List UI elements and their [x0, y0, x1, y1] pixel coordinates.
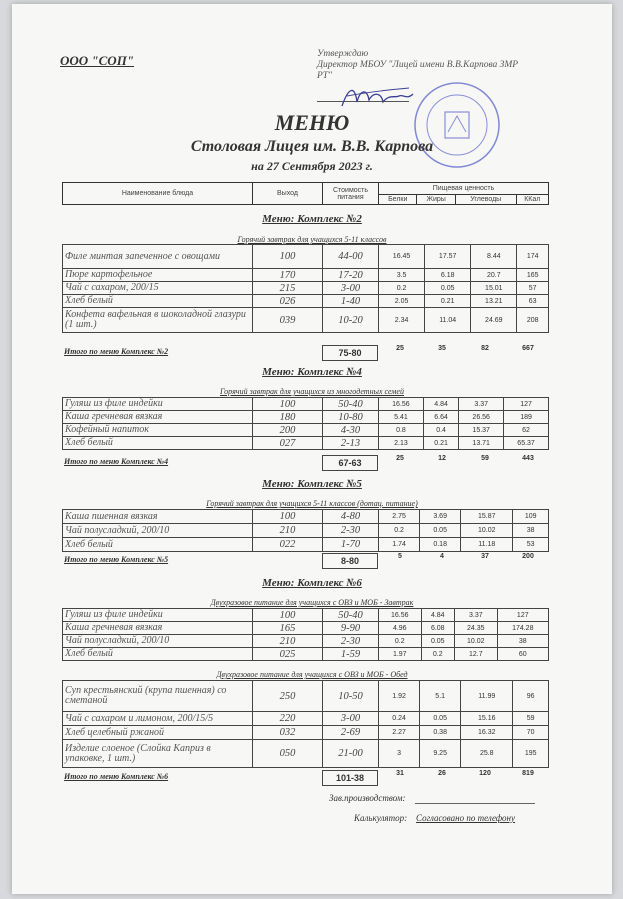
dish-carbs: 10.02	[461, 524, 513, 538]
table-row	[63, 681, 549, 712]
dish-price: 2-69	[323, 726, 379, 740]
dish-protein: 0.2	[379, 635, 422, 648]
dish-kcal: 60	[497, 648, 548, 661]
dish-fat: 6.18	[425, 269, 471, 282]
dish-yield: 210	[253, 635, 323, 648]
dish-protein: 2.13	[379, 437, 424, 450]
dish-carbs: 15.37	[459, 424, 504, 437]
header-name: Наименование блюда	[63, 183, 253, 205]
menu-table	[62, 608, 549, 661]
menu-table	[62, 397, 549, 450]
dish-price: 10-80	[323, 411, 379, 424]
total-label: Итого по меню Комплекс №6	[64, 772, 169, 781]
dish-kcal: 195	[513, 740, 549, 768]
table-row	[63, 510, 549, 524]
section-title: Меню: Комплекс №2	[262, 213, 362, 225]
dish-name: Чай с сахаром, 200/15	[63, 282, 253, 295]
total-carbs: 120	[479, 770, 491, 777]
dish-price: 10-50	[323, 681, 379, 712]
dish-carbs: 26.56	[459, 411, 504, 424]
dish-fat: 0.4	[423, 424, 458, 437]
dish-name: Хлеб белый	[63, 648, 253, 661]
header-kcal: ККал	[516, 195, 548, 205]
total-fat: 4	[440, 553, 444, 560]
dish-yield: 170	[253, 269, 323, 282]
dish-protein: 1.97	[379, 648, 422, 661]
dish-name: Филе минтая запеченное с овощами	[63, 245, 253, 269]
dish-fat: 9.25	[420, 740, 461, 768]
dish-name: Хлеб целебный ржаной	[63, 726, 253, 740]
group-subtitle: Горячий завтрак для учащихся из многодетных семей	[220, 387, 404, 396]
dish-name: Суп крестьянский (крупа пшенная) со сметаной	[63, 681, 253, 712]
dish-carbs: 20.7	[471, 269, 517, 282]
dish-fat: 17.57	[425, 245, 471, 269]
dish-name: Гуляш из филе индейки	[63, 398, 253, 411]
dish-carbs: 12.7	[455, 648, 498, 661]
signature	[337, 82, 417, 112]
total-kcal: 443	[522, 455, 534, 462]
total-label: Итого по меню Комплекс №4	[64, 457, 169, 466]
dish-protein: 2.34	[379, 308, 425, 333]
table-row	[63, 295, 549, 308]
group-subtitle: Горячий завтрак для учащихся 5-11 классов	[237, 235, 387, 244]
dish-kcal: 165	[517, 269, 549, 282]
total-price: 8-80	[322, 553, 378, 569]
dish-yield: 210	[253, 524, 323, 538]
table-row	[63, 622, 549, 635]
section-total	[62, 770, 549, 788]
dish-kcal: 189	[504, 411, 549, 424]
total-kcal: 667	[522, 345, 534, 352]
approval-block	[317, 49, 557, 82]
header-yield: Выход	[253, 183, 323, 205]
dish-name: Чай полусладкий, 200/10	[63, 524, 253, 538]
dish-name: Хлеб белый	[63, 538, 253, 552]
total-price: 101-38	[322, 770, 378, 786]
dish-price: 3-00	[323, 282, 379, 295]
dish-protein: 0.24	[379, 712, 420, 726]
dish-fat: 4.84	[421, 609, 455, 622]
dish-yield: 032	[253, 726, 323, 740]
dish-carbs: 15.87	[461, 510, 513, 524]
dish-protein: 2.75	[379, 510, 420, 524]
dish-protein: 16.56	[379, 398, 424, 411]
dish-name: Конфета вафельная в шоколадной глазури (1 шт.)	[63, 308, 253, 333]
calculator-value: Согласовано по телефону	[416, 813, 515, 823]
table-row	[63, 411, 549, 424]
dish-kcal: 63	[517, 295, 549, 308]
total-carbs: 37	[481, 553, 489, 560]
dish-kcal: 174.28	[497, 622, 548, 635]
dish-yield: 180	[253, 411, 323, 424]
dish-protein: 3.5	[379, 269, 425, 282]
total-fat: 26	[438, 770, 446, 777]
table-row	[63, 245, 549, 269]
table-row	[63, 538, 549, 552]
total-protein: 25	[396, 455, 404, 462]
group-subtitle: Двухразовое питание для учащихся с ОВЗ и МОБ - Обед	[216, 670, 408, 679]
section-title: Меню: Комплекс №4	[262, 366, 362, 378]
dish-kcal: 127	[497, 609, 548, 622]
total-protein: 5	[398, 553, 402, 560]
dish-protein: 2.05	[379, 295, 425, 308]
section-total	[62, 553, 549, 571]
dish-protein: 3	[379, 740, 420, 768]
manager-signature-line	[415, 803, 535, 804]
menu-table	[62, 509, 549, 552]
dish-fat: 6.64	[423, 411, 458, 424]
group-subtitle: Горячий завтрак для учащихся 5-11 классов (дотац. питание)	[206, 499, 418, 508]
dish-carbs: 24.35	[455, 622, 498, 635]
manager-label: Зав.производством:	[329, 793, 406, 803]
dish-fat: 0.05	[420, 524, 461, 538]
dish-price: 4-30	[323, 424, 379, 437]
table-row	[63, 424, 549, 437]
dish-protein: 4.96	[379, 622, 422, 635]
dish-kcal: 208	[517, 308, 549, 333]
total-price: 67-63	[322, 455, 378, 471]
dish-yield: 026	[253, 295, 323, 308]
dish-name: Изделие слоеное (Слойка Каприз в упаковке, 1 шт.)	[63, 740, 253, 768]
dish-kcal: 96	[513, 681, 549, 712]
dish-protein: 1.92	[379, 681, 420, 712]
header-nutrition: Пищевая ценность	[379, 183, 549, 195]
dish-price: 9-90	[323, 622, 379, 635]
dish-kcal: 174	[517, 245, 549, 269]
total-kcal: 819	[522, 770, 534, 777]
dish-name: Пюре картофельное	[63, 269, 253, 282]
dish-carbs: 8.44	[471, 245, 517, 269]
dish-carbs: 3.37	[459, 398, 504, 411]
dish-yield: 220	[253, 712, 323, 726]
dish-yield: 100	[253, 510, 323, 524]
page-title: МЕНЮ	[274, 110, 350, 135]
dish-fat: 0.05	[421, 635, 455, 648]
dish-carbs: 11.18	[461, 538, 513, 552]
dish-carbs: 25.8	[461, 740, 513, 768]
total-price: 75-80	[322, 345, 378, 361]
dish-price: 10-20	[323, 308, 379, 333]
dish-price: 44-00	[323, 245, 379, 269]
section-total	[62, 455, 549, 473]
table-row	[63, 282, 549, 295]
table-row	[63, 524, 549, 538]
dish-kcal: 65.37	[504, 437, 549, 450]
dish-name: Хлеб белый	[63, 295, 253, 308]
organization-name: ООО "СОП"	[60, 53, 135, 68]
dish-fat: 0.18	[420, 538, 461, 552]
header-protein: Белки	[379, 195, 417, 205]
dish-fat: 0.21	[423, 437, 458, 450]
table-row	[63, 726, 549, 740]
dish-carbs: 13.71	[459, 437, 504, 450]
page-subtitle: Столовая Лицея им. В.В. Карпова	[190, 138, 434, 155]
total-kcal: 200	[522, 553, 534, 560]
dish-protein: 0.8	[379, 424, 424, 437]
dish-carbs: 10.02	[455, 635, 498, 648]
dish-protein: 0.2	[379, 282, 425, 295]
dish-carbs: 3.37	[455, 609, 498, 622]
header-fat: Жиры	[417, 195, 455, 205]
dish-protein: 16.45	[379, 245, 425, 269]
dish-carbs: 15.01	[471, 282, 517, 295]
table-row	[63, 635, 549, 648]
dish-fat: 4.84	[423, 398, 458, 411]
dish-yield: 200	[253, 424, 323, 437]
dish-price: 21-00	[323, 740, 379, 768]
total-label: Итого по меню Комплекс №5	[64, 555, 169, 564]
dish-fat: 0.38	[420, 726, 461, 740]
total-carbs: 59	[481, 455, 489, 462]
total-fat: 12	[438, 455, 446, 462]
table-row	[63, 609, 549, 622]
dish-yield: 022	[253, 538, 323, 552]
approval-line: Утверждаю	[317, 49, 369, 59]
section-title: Меню: Комплекс №6	[262, 577, 362, 589]
table-row	[63, 740, 549, 768]
dish-kcal: 70	[513, 726, 549, 740]
dish-price: 17-20	[323, 269, 379, 282]
header-table	[62, 182, 549, 205]
dish-name: Каша пшенная вязкая	[63, 510, 253, 524]
approval-line: Директор МБОУ "Лицей имени В.В.Карпова ЗМР	[317, 60, 519, 70]
dish-carbs: 24.69	[471, 308, 517, 333]
dish-name: Хлеб белый	[63, 437, 253, 450]
dish-kcal: 109	[513, 510, 549, 524]
dish-price: 2-13	[323, 437, 379, 450]
dish-yield: 025	[253, 648, 323, 661]
table-row	[63, 308, 549, 333]
dish-price: 1-40	[323, 295, 379, 308]
dish-yield: 165	[253, 622, 323, 635]
table-row	[63, 712, 549, 726]
calculator-label: Калькулятор:	[354, 813, 408, 823]
dish-name: Каша гречневая вязкая	[63, 622, 253, 635]
dish-yield: 100	[253, 609, 323, 622]
total-label: Итого по меню Комплекс №2	[64, 347, 169, 356]
dish-kcal: 127	[504, 398, 549, 411]
table-row	[63, 648, 549, 661]
dish-kcal: 38	[497, 635, 548, 648]
dish-price: 1-70	[323, 538, 379, 552]
table-row	[63, 398, 549, 411]
dish-yield: 250	[253, 681, 323, 712]
dish-kcal: 53	[513, 538, 549, 552]
dish-fat: 0.05	[425, 282, 471, 295]
menu-table	[62, 680, 549, 768]
dish-name: Чай с сахаром и лимоном, 200/15/5	[63, 712, 253, 726]
menu-document	[12, 4, 612, 894]
header-price: Стоимость питания	[323, 183, 379, 205]
dish-price: 1-59	[323, 648, 379, 661]
dish-yield: 215	[253, 282, 323, 295]
dish-kcal: 62	[504, 424, 549, 437]
dish-price: 50-40	[323, 398, 379, 411]
dish-protein: 0.2	[379, 524, 420, 538]
dish-name: Гуляш из филе индейки	[63, 609, 253, 622]
dish-name: Чай полусладкий, 200/10	[63, 635, 253, 648]
total-fat: 35	[438, 345, 446, 352]
header-carbs: Углеводы	[455, 195, 516, 205]
dish-kcal: 38	[513, 524, 549, 538]
dish-protein: 2.27	[379, 726, 420, 740]
dish-protein: 16.56	[379, 609, 422, 622]
dish-fat: 11.04	[425, 308, 471, 333]
dish-fat: 6.08	[421, 622, 455, 635]
dish-price: 4-80	[323, 510, 379, 524]
dish-carbs: 16.32	[461, 726, 513, 740]
dish-name: Кофейный напиток	[63, 424, 253, 437]
dish-name: Каша гречневая вязкая	[63, 411, 253, 424]
dish-fat: 3.69	[420, 510, 461, 524]
dish-yield: 050	[253, 740, 323, 768]
dish-fat: 0.05	[420, 712, 461, 726]
group-subtitle: Двухразовое питание для учащихся с ОВЗ и МОБ - Завтрак	[210, 598, 414, 607]
total-carbs: 82	[481, 345, 489, 352]
dish-yield: 039	[253, 308, 323, 333]
dish-yield: 100	[253, 245, 323, 269]
section-title: Меню: Комплекс №5	[262, 478, 362, 490]
dish-price: 50-40	[323, 609, 379, 622]
dish-price: 2-30	[323, 635, 379, 648]
dish-kcal: 59	[513, 712, 549, 726]
total-protein: 31	[396, 770, 404, 777]
menu-table	[62, 244, 549, 333]
dish-fat: 0.2	[421, 648, 455, 661]
dish-carbs: 13.21	[471, 295, 517, 308]
table-row	[63, 437, 549, 450]
dish-fat: 5.1	[420, 681, 461, 712]
approval-line: РТ"	[317, 71, 333, 81]
menu-date: на 27 Сентября 2023 г.	[251, 159, 373, 173]
dish-carbs: 15.16	[461, 712, 513, 726]
total-protein: 25	[396, 345, 404, 352]
dish-price: 2-30	[323, 524, 379, 538]
dish-protein: 5.41	[379, 411, 424, 424]
dish-price: 3-00	[323, 712, 379, 726]
dish-carbs: 11.99	[461, 681, 513, 712]
dish-yield: 027	[253, 437, 323, 450]
dish-kcal: 57	[517, 282, 549, 295]
dish-protein: 1.74	[379, 538, 420, 552]
table-row	[63, 269, 549, 282]
section-total	[62, 345, 549, 363]
dish-fat: 0.21	[425, 295, 471, 308]
dish-yield: 100	[253, 398, 323, 411]
